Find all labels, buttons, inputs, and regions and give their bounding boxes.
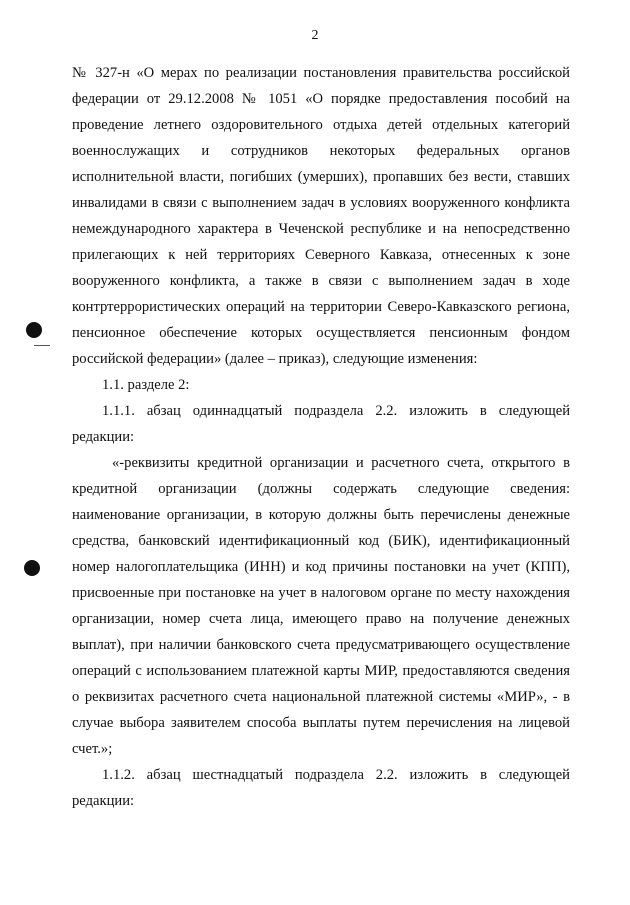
- punch-hole-mark: [24, 560, 40, 576]
- paragraph-section-2: 1.1. разделе 2:: [102, 377, 190, 393]
- paragraph-1-1-2: 1.1.2. абзац шестнадцатый подраздела 2.2. изложить в следующей редакции:: [72, 767, 570, 809]
- scan-mark: [34, 345, 50, 346]
- paragraph-quote: «-реквизиты кредитной организации и расчетного счета, открытого в кредитной организации (должны содержать следующие сведения: наименование организации, в которую должны быть перечислены денежные средства, банковский идентификационный код (БИК), идентификационный номер налогоплательщика (ИНН) и код причины постановки на учет (КПП), присвоенные при постановке на учет в налоговом органе по месту нахождения организации, номер счета лица, имеющего право на получение денежных выплат), при наличии банковского счета предусматривающего осуществление операций с использованием платежной карты МИР, предоставляются сведения о реквизитах расчетного счета национальной платежной системы «МИР», - в случае выбора заявителем способа выплаты путем перечисления на лицевой счет.»;: [72, 455, 570, 757]
- page-number: 2: [311, 28, 319, 43]
- punch-hole-mark: [26, 322, 42, 338]
- paragraph-1-1-1: 1.1.1. абзац одиннадцатый подраздела 2.2. изложить в следующей редакции:: [72, 403, 570, 445]
- document-body: [72, 60, 570, 814]
- paragraph-intro: № 327-н «О мерах по реализации постановления правительства российской федерации от 29.12.2008 № 1051 «О порядке предоставления пособий на проведение летнего оздоровительного отдыха детей отдельных категорий военнослужащих и сотрудников некоторых федеральных органов исполнительной власти, погибших (умерших), пропавших без вести, ставших инвалидами в связи с выполнением задач в условиях вооруженного конфликта немеждународного характера в Чеченской республике и на непосредственно прилегающих к ней территориях Северного Кавказа, отнесенных к зоне вооруженного конфликта, а также в связи с выполнением задач в ходе контртеррористических операций на территории Северо-Кавказского региона, пенсионное обеспечение которых осуществляется пенсионным фондом российской федерации» (далее – приказ), следующие изменения:: [72, 65, 570, 367]
